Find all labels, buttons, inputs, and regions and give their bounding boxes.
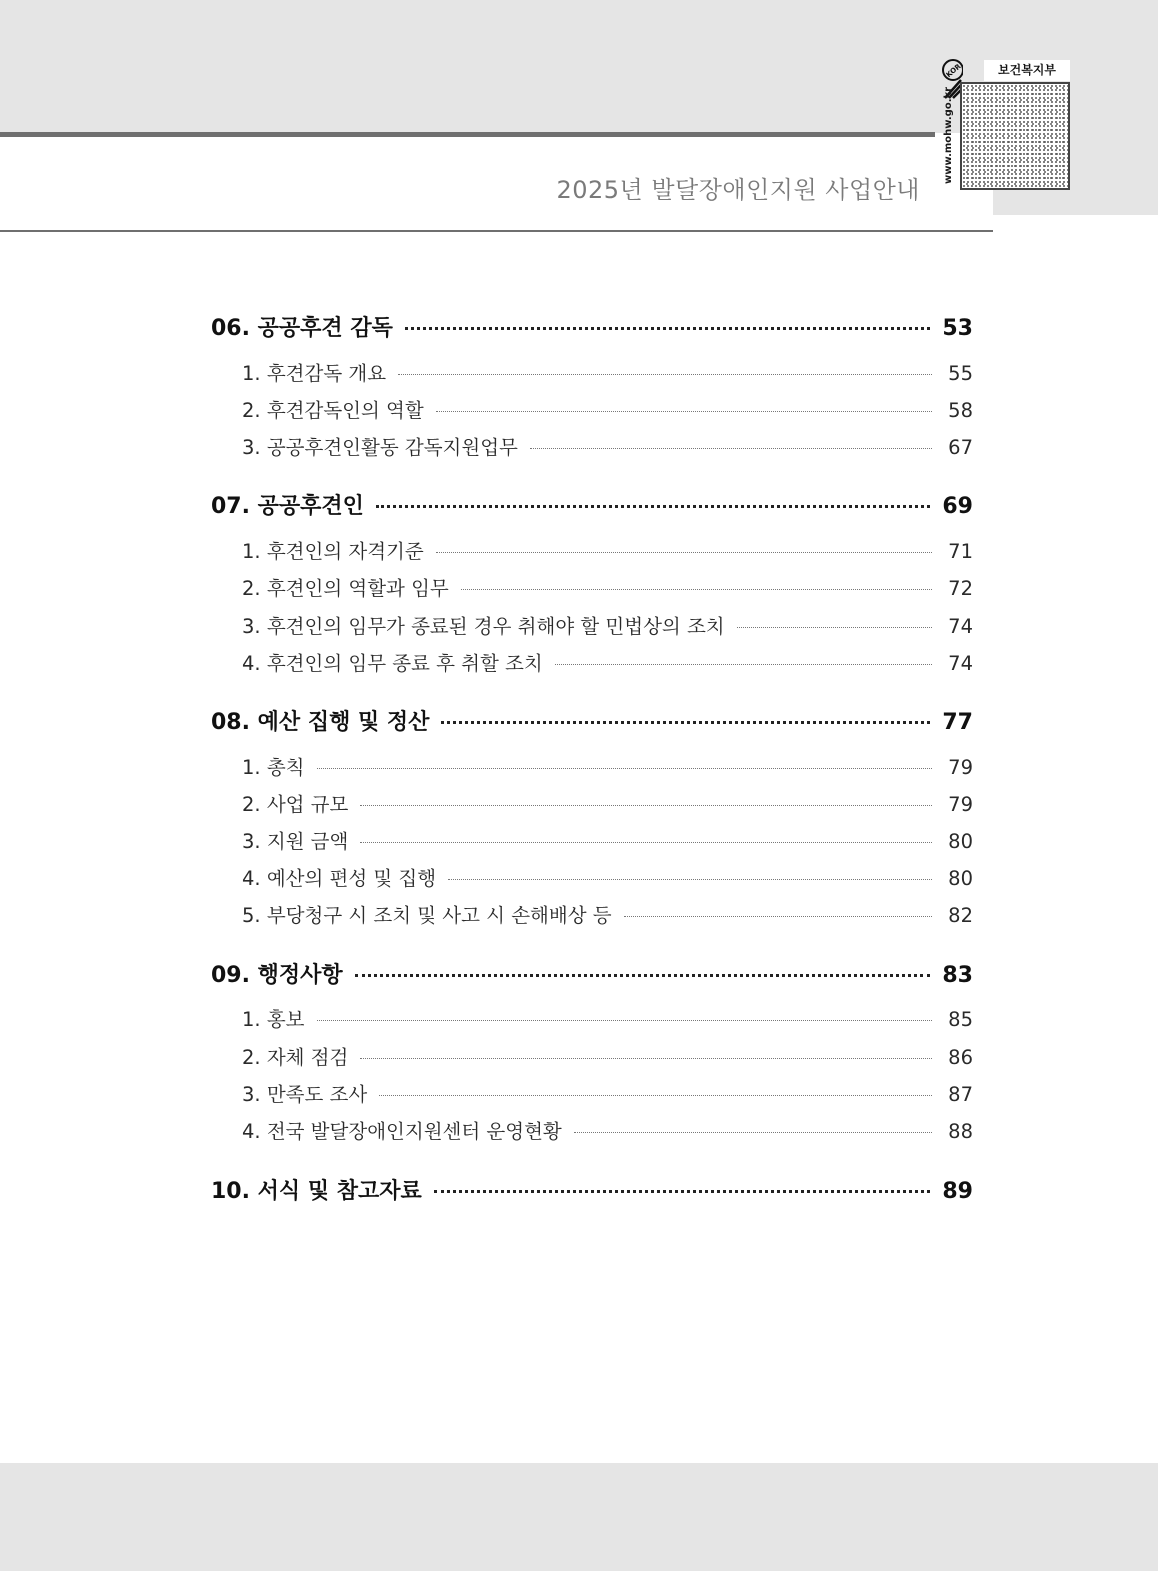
toc-section-08 bbox=[211, 705, 973, 736]
toc-item-title: 3. 공공후견인활동 감독지원업무 bbox=[242, 436, 518, 459]
dot-leader bbox=[737, 627, 933, 628]
toc-section-title: 06. 공공후견 감독 bbox=[211, 316, 393, 341]
dot-leader bbox=[461, 589, 932, 590]
document-title: 2025년 발달장애인지원 사업안내 bbox=[556, 176, 920, 204]
toc-item bbox=[211, 536, 973, 564]
qr-code bbox=[960, 82, 1070, 190]
toc-page-number: 87 bbox=[948, 1083, 973, 1106]
toc-section-title: 08. 예산 집행 및 정산 bbox=[211, 710, 430, 735]
toc-section-06 bbox=[211, 311, 973, 342]
toc-item bbox=[211, 826, 973, 854]
dot-leader bbox=[360, 1058, 932, 1059]
toc-item-title: 4. 후견인의 임무 종료 후 취할 조치 bbox=[242, 652, 543, 675]
toc-page-number: 79 bbox=[948, 756, 973, 779]
ministry-name: 보건복지부 bbox=[984, 60, 1070, 81]
toc-page-number: 74 bbox=[948, 652, 973, 675]
toc-item bbox=[211, 1116, 973, 1144]
badge-url: www.mohw.go.kr bbox=[943, 86, 954, 184]
dot-leader bbox=[360, 842, 932, 843]
dot-leader bbox=[530, 448, 932, 449]
toc-item-title: 1. 후견감독 개요 bbox=[242, 362, 387, 385]
dot-leader bbox=[434, 1190, 931, 1193]
toc-item bbox=[211, 648, 973, 676]
toc-page-number: 85 bbox=[948, 1008, 973, 1031]
toc-page-number: 86 bbox=[948, 1046, 973, 1069]
toc-item-title: 3. 지원 금액 bbox=[242, 830, 349, 853]
toc-page-number: 82 bbox=[948, 904, 973, 927]
toc-item-title: 4. 예산의 편성 및 집행 bbox=[242, 867, 437, 890]
dot-leader bbox=[405, 327, 931, 330]
dot-leader bbox=[436, 411, 932, 412]
toc-page-number: 88 bbox=[948, 1120, 973, 1143]
toc-item-title: 2. 자체 점검 bbox=[242, 1046, 349, 1069]
toc-item-title: 1. 총칙 bbox=[242, 756, 305, 779]
toc-item bbox=[211, 358, 973, 386]
toc-item-title: 2. 사업 규모 bbox=[242, 793, 349, 816]
toc-item bbox=[211, 432, 973, 460]
toc-page-number: 71 bbox=[948, 540, 973, 563]
toc-page-number: 79 bbox=[948, 793, 973, 816]
toc-item bbox=[211, 1042, 973, 1070]
header-rule-thick bbox=[0, 132, 935, 137]
toc-item bbox=[211, 863, 973, 891]
toc-item bbox=[211, 900, 973, 928]
toc-page-number: 55 bbox=[948, 362, 973, 385]
toc-item bbox=[211, 1079, 973, 1107]
dot-leader bbox=[360, 805, 932, 806]
toc-page-number: 80 bbox=[948, 867, 973, 890]
toc-item-title: 4. 전국 발달장애인지원센터 운영현황 bbox=[242, 1120, 562, 1143]
toc-item-title: 1. 후견인의 자격기준 bbox=[242, 540, 424, 563]
dot-leader bbox=[448, 879, 932, 880]
toc-page-number: 69 bbox=[942, 494, 973, 519]
dot-leader bbox=[379, 1095, 932, 1096]
footer-band bbox=[0, 1463, 1158, 1571]
dot-leader bbox=[398, 374, 932, 375]
toc-page-number: 80 bbox=[948, 830, 973, 853]
toc-page-number: 58 bbox=[948, 399, 973, 422]
toc-page-number: 89 bbox=[942, 1179, 973, 1204]
toc-item-title: 2. 후견감독인의 역할 bbox=[242, 399, 424, 422]
toc-page-number: 83 bbox=[942, 963, 973, 988]
toc-section-09 bbox=[211, 958, 973, 989]
toc-page-number: 72 bbox=[948, 577, 973, 600]
toc-section-10 bbox=[211, 1174, 973, 1205]
toc-item-title: 1. 홍보 bbox=[242, 1008, 305, 1031]
dot-leader bbox=[317, 1020, 933, 1021]
dot-leader bbox=[441, 721, 930, 724]
toc-item bbox=[211, 395, 973, 423]
toc-item bbox=[211, 752, 973, 780]
toc-item-title: 2. 후견인의 역할과 임무 bbox=[242, 577, 449, 600]
toc-item bbox=[211, 1004, 973, 1032]
toc-page-number: 67 bbox=[948, 436, 973, 459]
kor-logo-text: KOR bbox=[944, 62, 963, 80]
toc-page-number: 77 bbox=[942, 710, 973, 735]
toc-item-title: 5. 부당청구 시 조치 및 사고 시 손해배상 등 bbox=[242, 904, 612, 927]
dot-leader bbox=[376, 505, 930, 508]
toc-section-07 bbox=[211, 489, 973, 520]
toc-section-title: 07. 공공후견인 bbox=[211, 494, 364, 519]
toc-item bbox=[211, 573, 973, 601]
toc-item bbox=[211, 611, 973, 639]
toc-item-title: 3. 만족도 조사 bbox=[242, 1083, 368, 1106]
toc-item-title: 3. 후견인의 임무가 종료된 경우 취해야 할 민법상의 조치 bbox=[242, 615, 725, 638]
dot-leader bbox=[436, 552, 932, 553]
toc-section-title: 10. 서식 및 참고자료 bbox=[211, 1179, 422, 1204]
toc-page-number: 74 bbox=[948, 615, 973, 638]
toc-item bbox=[211, 789, 973, 817]
dot-leader bbox=[574, 1132, 932, 1133]
dot-leader bbox=[555, 664, 932, 665]
header-rule-thin bbox=[0, 230, 993, 232]
toc-section-title: 09. 행정사항 bbox=[211, 963, 343, 988]
dot-leader bbox=[317, 768, 933, 769]
dot-leader bbox=[624, 916, 933, 917]
dot-leader bbox=[355, 974, 931, 977]
toc-page-number: 53 bbox=[942, 316, 973, 341]
